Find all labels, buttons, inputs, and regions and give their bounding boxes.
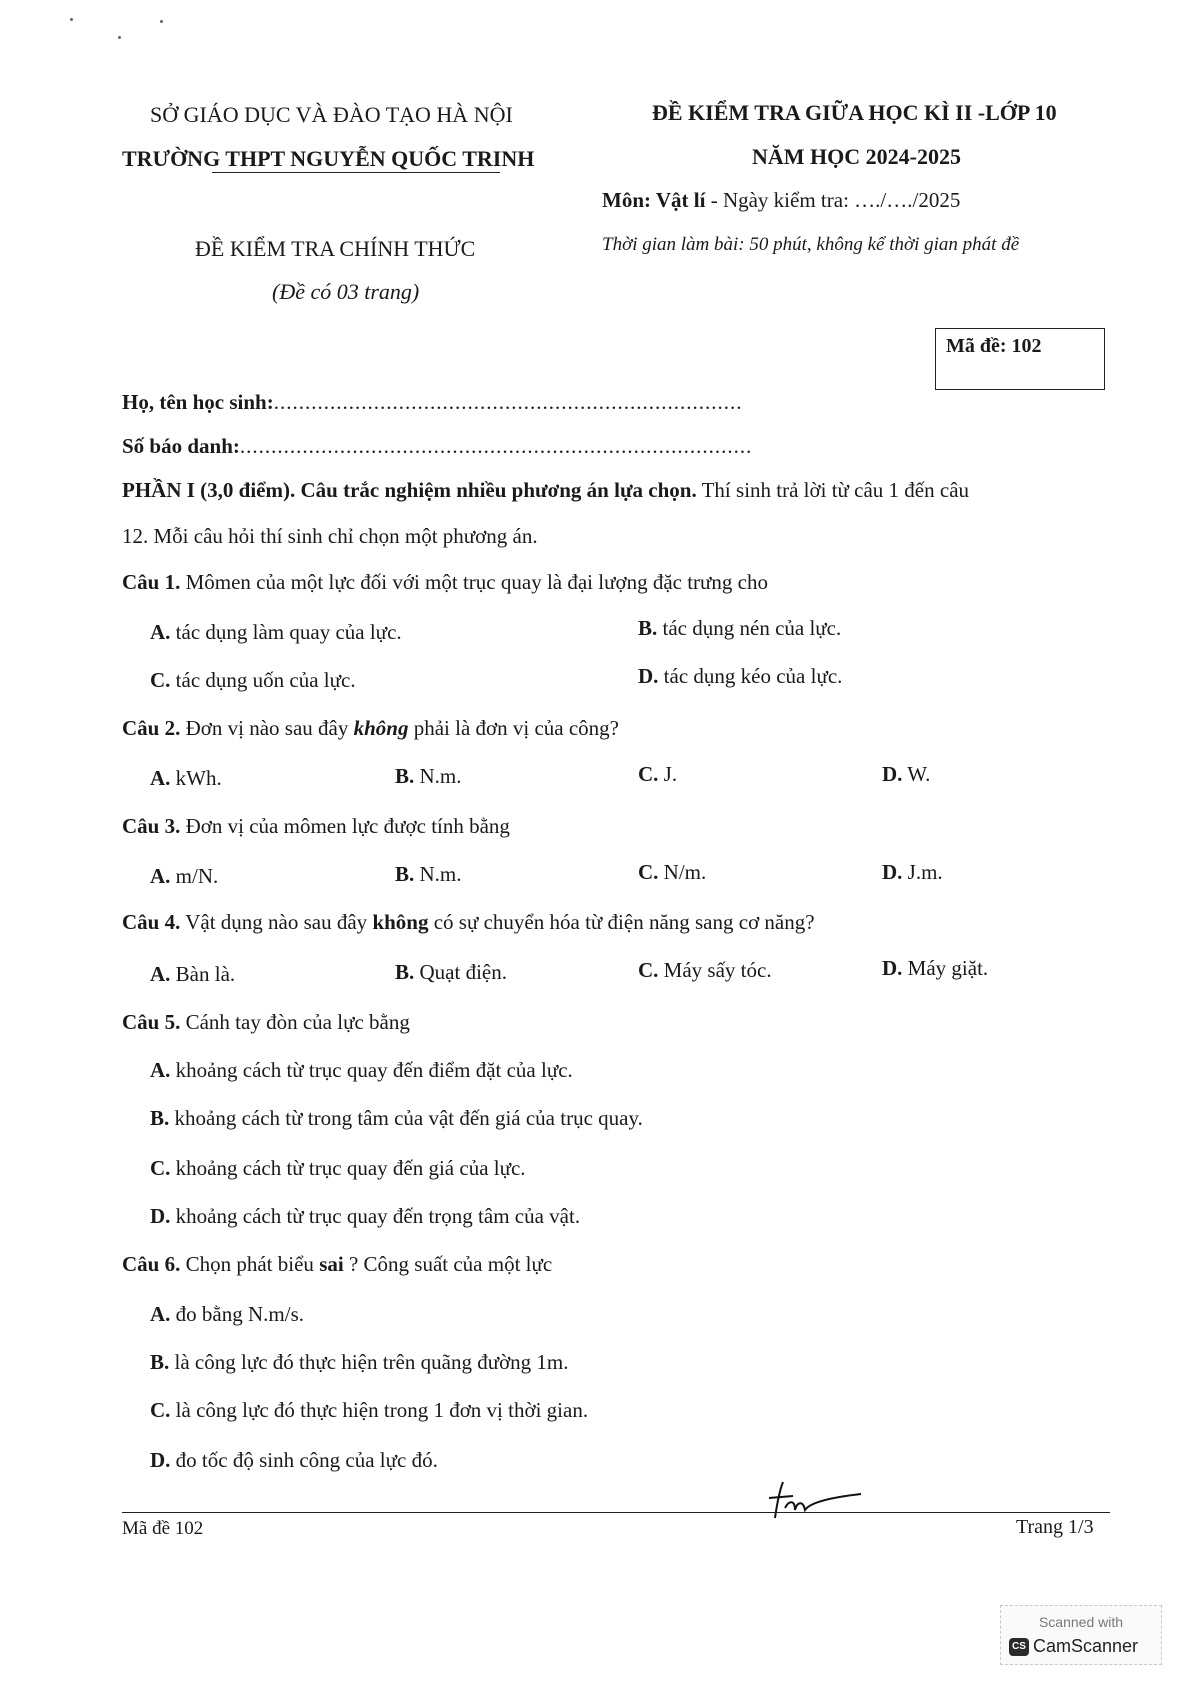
- question-emphasis: sai: [319, 1252, 344, 1276]
- option-text: khoảng cách từ trục quay đến trọng tâm của vật.: [170, 1204, 581, 1228]
- school-year: NĂM HỌC 2024-2025: [752, 144, 961, 169]
- q5-option-c: [150, 1156, 526, 1181]
- q6-option-d: [150, 1448, 438, 1473]
- question-label: Câu 6.: [122, 1252, 181, 1276]
- question-label: Câu 5.: [122, 1010, 181, 1034]
- scan-speck: [70, 18, 73, 21]
- part1-instruction-cont: 12. Mỗi câu hỏi thí sinh chỉ chọn một phương án.: [122, 524, 538, 548]
- q3-option-c: [638, 860, 706, 885]
- exam-code-box: [935, 328, 1105, 390]
- option-letter: C.: [150, 1398, 171, 1422]
- option-letter: A.: [150, 864, 171, 888]
- q4-option-c: [638, 958, 772, 983]
- question-text: Cánh tay đòn của lực bằng: [180, 1010, 410, 1034]
- option-text: là công lực đó thực hiện trong 1 đơn vị thời gian.: [170, 1398, 589, 1422]
- q6-option-c: [150, 1398, 588, 1423]
- option-text: J.: [658, 762, 678, 786]
- question-text: Đơn vị nào sau đây: [180, 716, 354, 740]
- option-text: W.: [902, 762, 931, 786]
- q6-option-a: [150, 1302, 304, 1327]
- option-letter: D.: [882, 762, 903, 786]
- subject-label: Môn: Vật lí: [602, 188, 706, 212]
- school-name: TRƯỜNG THPT NGUYỄN QUỐC TRINH: [122, 146, 535, 171]
- student-id-line: [122, 434, 752, 459]
- option-text: là công lực đó thực hiện trên quãng đường 1m.: [169, 1350, 569, 1374]
- option-letter: A.: [150, 766, 171, 790]
- q1-option-b: [638, 616, 841, 641]
- camscanner-logo-icon: CS: [1009, 1638, 1029, 1656]
- option-letter: C.: [638, 860, 659, 884]
- question-emphasis: không: [353, 716, 409, 740]
- question-label: Câu 1.: [122, 570, 181, 594]
- student-name-dots: ...........................................................................: [273, 390, 743, 414]
- option-text: tác dụng nén của lực.: [657, 616, 842, 640]
- q3-option-a: [150, 864, 218, 889]
- question-text: có sự chuyển hóa từ điện năng sang cơ năng?: [428, 910, 815, 934]
- q6-option-b: [150, 1350, 569, 1375]
- question-emphasis: không: [372, 910, 429, 934]
- q2-option-a: [150, 766, 222, 791]
- question-label: Câu 3.: [122, 814, 181, 838]
- option-text: N.m.: [414, 862, 462, 886]
- scan-speck: [118, 36, 121, 39]
- option-letter: C.: [150, 668, 171, 692]
- q4-option-b: [395, 960, 507, 985]
- scan-speck: [160, 20, 163, 23]
- scanner-caption: Scanned with: [1038, 1614, 1124, 1630]
- official-label: ĐỀ KIỂM TRA CHÍNH THỨC: [195, 236, 476, 261]
- q3-option-b: [395, 862, 462, 887]
- subject-line: [602, 188, 960, 213]
- option-letter: A.: [150, 1058, 171, 1082]
- option-text: tác dụng làm quay của lực.: [170, 620, 402, 644]
- option-text: khoảng cách từ trục quay đến giá của lực.: [170, 1156, 526, 1180]
- q2-option-d: [882, 762, 930, 787]
- option-text: tác dụng uốn của lực.: [170, 668, 356, 692]
- option-text: N/m.: [658, 860, 707, 884]
- option-text: Quạt điện.: [414, 960, 507, 984]
- option-letter: B.: [150, 1350, 170, 1374]
- camscanner-watermark: [1000, 1605, 1162, 1665]
- question-text: ? Công suất của một lực: [343, 1252, 553, 1276]
- option-text: m/N.: [170, 864, 219, 888]
- department-name: SỞ GIÁO DỤC VÀ ĐÀO TẠO HÀ NỘI: [150, 102, 513, 127]
- question-2: [122, 716, 619, 741]
- student-id-dots: ..................................................................................: [239, 434, 753, 458]
- option-letter: C.: [150, 1156, 171, 1180]
- option-text: khoảng cách từ trục quay đến điểm đặt của lực.: [170, 1058, 573, 1082]
- option-letter: B.: [150, 1106, 170, 1130]
- option-letter: D.: [150, 1448, 171, 1472]
- q4-option-d: [882, 956, 988, 981]
- time-note: Thời gian làm bài: 50 phút, không kể thời gian phát đề: [602, 234, 1020, 255]
- part1-heading: [122, 478, 969, 503]
- option-letter: C.: [638, 762, 659, 786]
- option-letter: D.: [882, 860, 903, 884]
- scanner-name: CamScanner: [1033, 1636, 1139, 1656]
- school-underline: [212, 172, 500, 173]
- exam-title: ĐỀ KIỂM TRA GIỮA HỌC KÌ II -LỚP 10: [652, 100, 1057, 125]
- question-text: Mômen của một lực đối với một trục quay là đại lượng đặc trưng cho: [180, 570, 769, 594]
- option-letter: D.: [882, 956, 903, 980]
- option-text: Máy sấy tóc.: [658, 958, 772, 982]
- question-3: [122, 814, 510, 839]
- option-letter: A.: [150, 962, 171, 986]
- student-name-line: [122, 390, 742, 415]
- pages-note: (Đề có 03 trang): [272, 279, 420, 304]
- footer-page-number: Trang 1/3: [1016, 1516, 1094, 1538]
- question-5: [122, 1010, 410, 1035]
- question-text: Chọn phát biểu: [180, 1252, 320, 1276]
- question-6: [122, 1252, 552, 1277]
- option-text: J.m.: [902, 860, 943, 884]
- q2-option-b: [395, 764, 462, 789]
- q2-option-c: [638, 762, 677, 787]
- exam-code-label: Mã đề: 102: [946, 335, 1042, 357]
- footer-exam-code: Mã đề 102: [122, 1518, 204, 1539]
- subject-date: - Ngày kiểm tra: …./…./2025: [705, 188, 961, 212]
- option-letter: C.: [638, 958, 659, 982]
- option-letter: B.: [395, 862, 415, 886]
- option-text: khoảng cách từ trong tâm của vật đến giá của trục quay.: [169, 1106, 643, 1130]
- question-4: [122, 910, 815, 935]
- question-text: phải là đơn vị của công?: [408, 716, 620, 740]
- question-text: Đơn vị của mômen lực được tính bằng: [180, 814, 510, 838]
- option-letter: B.: [395, 960, 415, 984]
- part1-title: PHẦN I (3,0 điểm). Câu trắc nghiệm nhiều phương án lựa chọn.: [122, 478, 697, 502]
- q1-option-a: [150, 620, 402, 645]
- option-text: đo bằng N.m/s.: [170, 1302, 304, 1326]
- option-text: kWh.: [170, 766, 222, 790]
- option-letter: D.: [638, 664, 659, 688]
- option-letter: D.: [150, 1204, 171, 1228]
- option-letter: B.: [638, 616, 658, 640]
- q1-option-d: [638, 664, 842, 689]
- q1-option-c: [150, 668, 356, 693]
- option-text: Máy giặt.: [902, 956, 989, 980]
- option-text: N.m.: [414, 764, 462, 788]
- footer-divider: [122, 1512, 1110, 1513]
- handwritten-signature: [765, 1474, 865, 1524]
- q3-option-d: [882, 860, 943, 885]
- option-text: tác dụng kéo của lực.: [658, 664, 843, 688]
- option-text: Bàn là.: [170, 962, 236, 986]
- student-name-label: Họ, tên học sinh:: [122, 390, 274, 414]
- question-text: Vật dụng nào sau đây: [180, 910, 373, 934]
- option-letter: A.: [150, 620, 171, 644]
- q4-option-a: [150, 962, 235, 987]
- q5-option-b: [150, 1106, 643, 1131]
- q5-option-a: [150, 1058, 573, 1083]
- question-label: Câu 2.: [122, 716, 181, 740]
- question-1: [122, 570, 768, 595]
- student-id-label: Số báo danh:: [122, 434, 240, 458]
- q5-option-d: [150, 1204, 580, 1229]
- question-label: Câu 4.: [122, 910, 181, 934]
- option-text: đo tốc độ sinh công của lực đó.: [170, 1448, 438, 1472]
- option-letter: B.: [395, 764, 415, 788]
- option-letter: A.: [150, 1302, 171, 1326]
- part1-instruction: Thí sinh trả lời từ câu 1 đến câu: [696, 478, 970, 502]
